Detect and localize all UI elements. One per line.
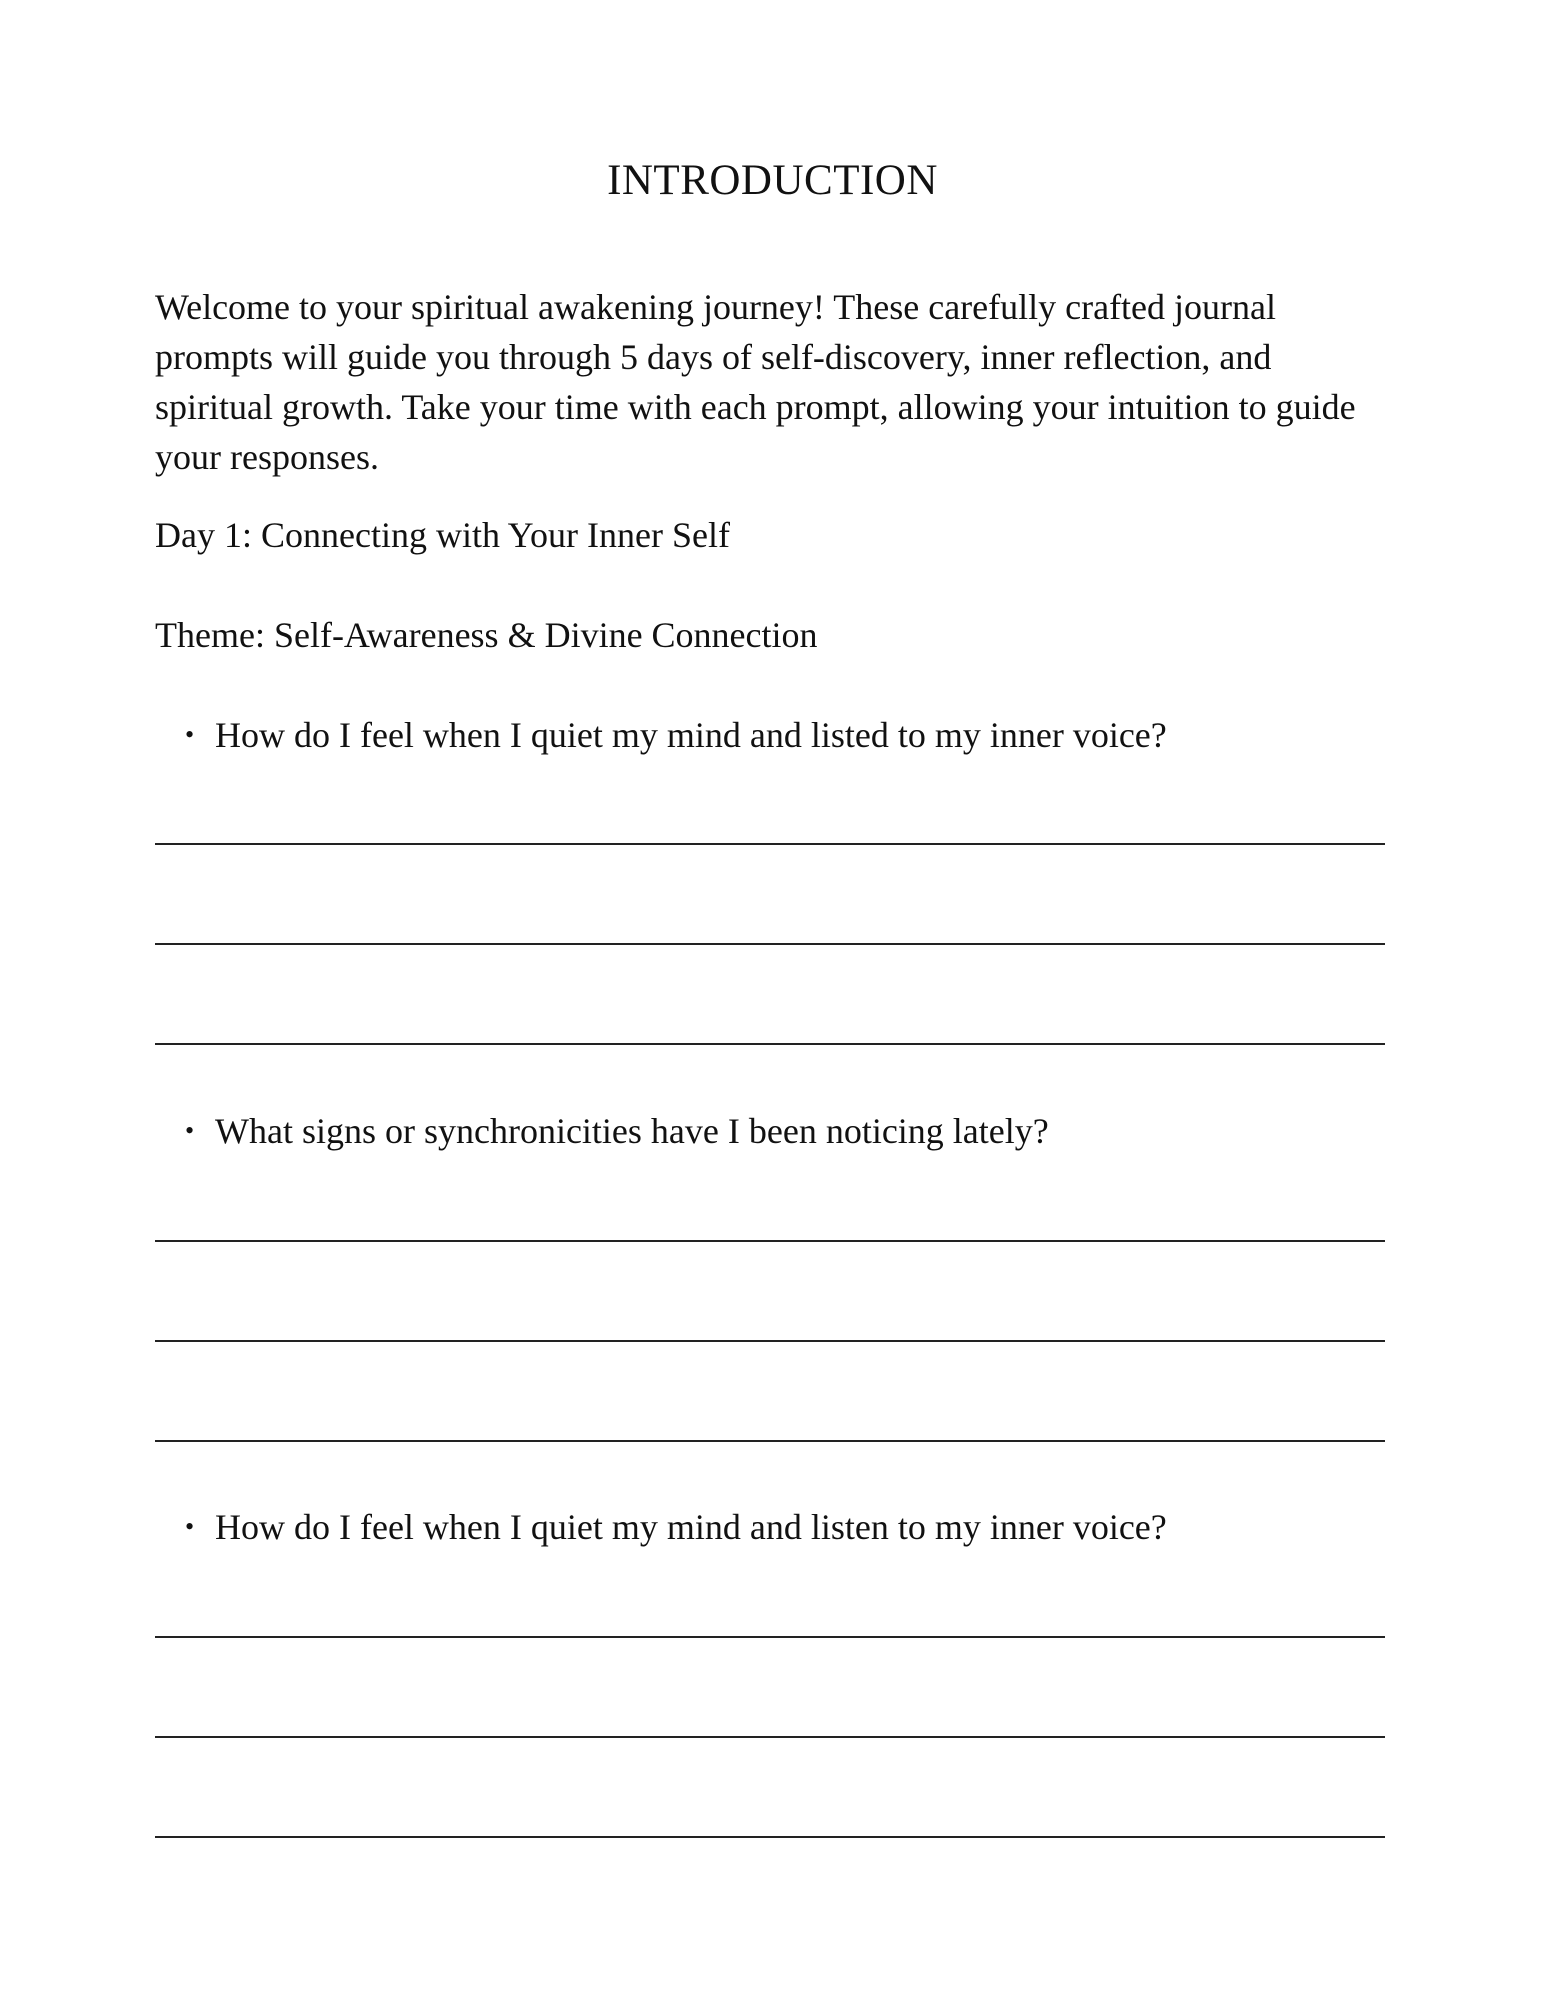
bullet-icon: • <box>185 1512 195 1541</box>
day-heading: Day 1: Connecting with Your Inner Self <box>155 515 730 555</box>
answer-line[interactable] <box>155 1836 1385 1838</box>
answer-line[interactable] <box>155 1043 1385 1045</box>
answer-line[interactable] <box>155 943 1385 945</box>
prompt-text: How do I feel when I quiet my mind and listed to my inner voice? <box>215 715 1167 755</box>
answer-line[interactable] <box>155 1636 1385 1638</box>
page-title: INTRODUCTION <box>607 157 938 204</box>
bullet-icon: • <box>185 1116 195 1145</box>
bullet-icon: • <box>185 720 195 749</box>
answer-line[interactable] <box>155 1440 1385 1442</box>
answer-line[interactable] <box>155 1340 1385 1342</box>
theme-line: Theme: Self-Awareness & Divine Connection <box>155 615 818 655</box>
answer-line[interactable] <box>155 843 1385 845</box>
prompt-text: How do I feel when I quiet my mind and listen to my inner voice? <box>215 1507 1167 1547</box>
prompt-text: What signs or synchronicities have I been noticing lately? <box>215 1111 1049 1151</box>
intro-paragraph: Welcome to your spiritual awakening journey! These carefully crafted journal prompts will guide you through 5 days of self-discovery, inner reflection, and spiritual growth. Take your time with each prompt, allowing your intuition to guide your responses. <box>155 287 1356 477</box>
answer-line[interactable] <box>155 1736 1385 1738</box>
answer-line[interactable] <box>155 1240 1385 1242</box>
